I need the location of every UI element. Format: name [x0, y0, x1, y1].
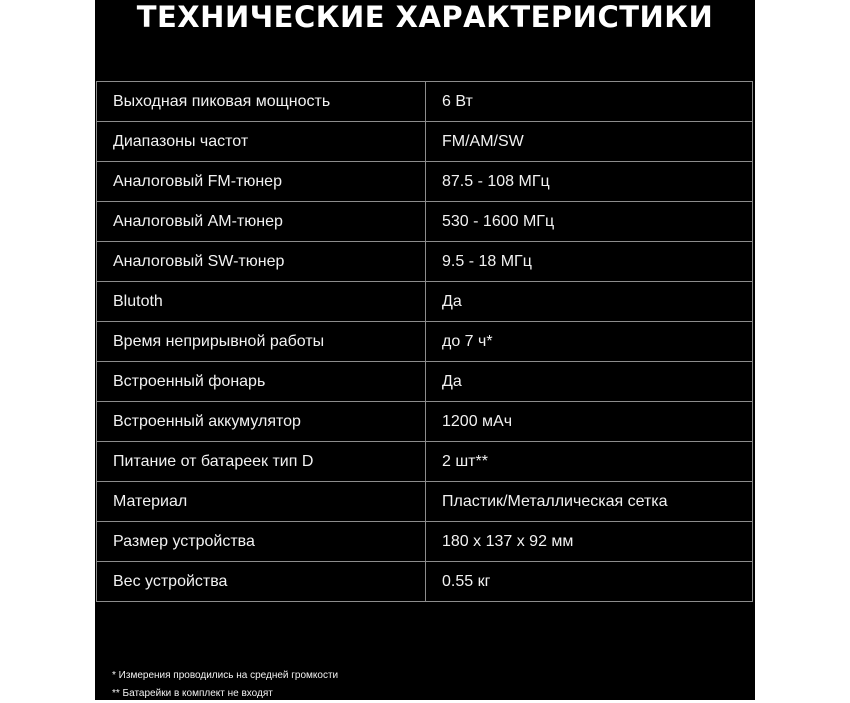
spec-label: Материал — [97, 482, 426, 522]
spec-table — [96, 81, 753, 602]
spec-label: Диапазоны частот — [97, 122, 426, 162]
table-row — [97, 162, 753, 202]
spec-panel — [95, 0, 755, 700]
spec-value: 180 x 137 x 92 мм — [426, 522, 753, 562]
spec-value: 6 Вт — [426, 82, 753, 122]
spec-value: Пластик/Металлическая сетка — [426, 482, 753, 522]
spec-value: FM/AM/SW — [426, 122, 753, 162]
table-row — [97, 522, 753, 562]
table-row — [97, 82, 753, 122]
spec-value: до 7 ч* — [426, 322, 753, 362]
page-title: ТЕХНИЧЕСКИЕ ХАРАКТЕРИСТИКИ — [136, 0, 714, 34]
table-row — [97, 362, 753, 402]
spec-label: Blutoth — [97, 282, 426, 322]
footnote-batteries: ** Батарейки в комплект не входят — [112, 688, 273, 699]
footnotes — [112, 667, 338, 703]
spec-value: 0.55 кг — [426, 562, 753, 602]
table-row — [97, 322, 753, 362]
spec-label: Вес устройства — [97, 562, 426, 602]
spec-value: 2 шт** — [426, 442, 753, 482]
spec-label: Время неприрывной работы — [97, 322, 426, 362]
table-row — [97, 402, 753, 442]
table-row — [97, 202, 753, 242]
spec-label: Встроенный фонарь — [97, 362, 426, 402]
spec-value: Да — [426, 282, 753, 322]
spec-label: Размер устройства — [97, 522, 426, 562]
table-row — [97, 282, 753, 322]
table-row — [97, 562, 753, 602]
table-row — [97, 242, 753, 282]
spec-value: 9.5 - 18 МГц — [426, 242, 753, 282]
spec-label: Питание от батареек тип D — [97, 442, 426, 482]
footnote-volume: * Измерения проводились на средней громкости — [112, 670, 339, 681]
spec-label: Аналоговый АМ-тюнер — [97, 202, 426, 242]
table-row — [97, 122, 753, 162]
spec-value: 530 - 1600 МГц — [426, 202, 753, 242]
spec-label: Аналоговый FM-тюнер — [97, 162, 426, 202]
spec-label: Выходная пиковая мощность — [97, 82, 426, 122]
table-row — [97, 482, 753, 522]
spec-value: 1200 мАч — [426, 402, 753, 442]
spec-value: Да — [426, 362, 753, 402]
spec-value: 87.5 - 108 МГц — [426, 162, 753, 202]
spec-label: Встроенный аккумулятор — [97, 402, 426, 442]
table-row — [97, 442, 753, 482]
spec-label: Аналоговый SW-тюнер — [97, 242, 426, 282]
